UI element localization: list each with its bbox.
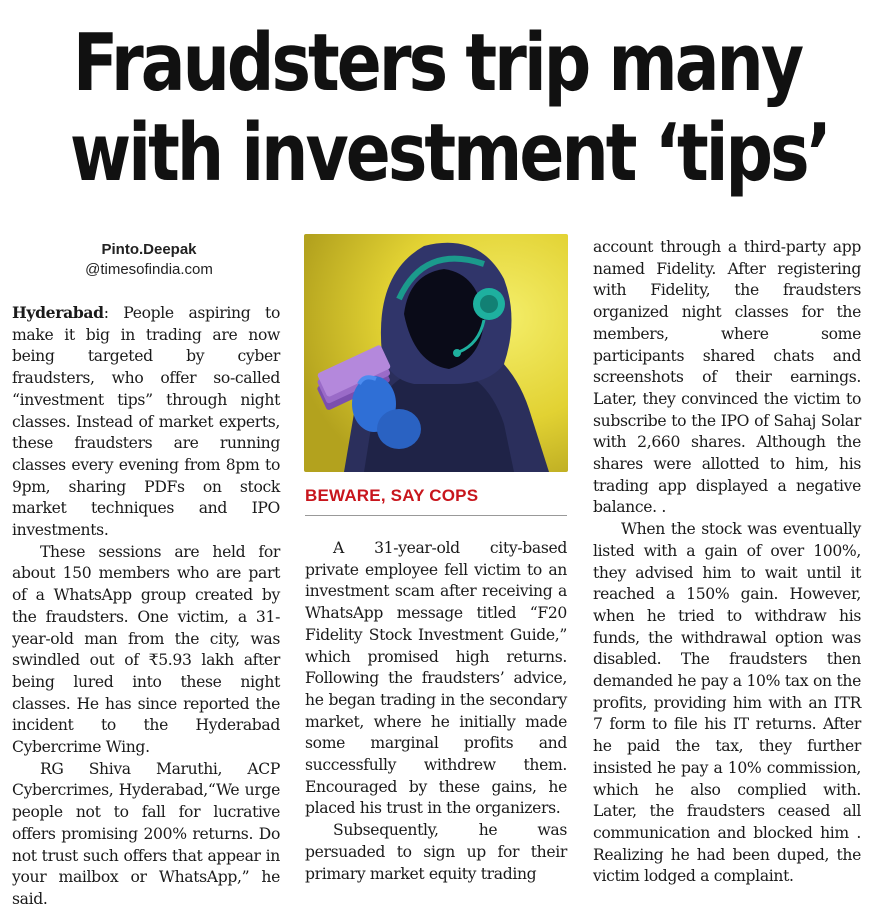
caption-divider: [305, 515, 567, 516]
headline-line-2: with investment ‘tips’: [69, 107, 829, 199]
photo-caption: BEWARE, SAY COPS: [305, 486, 479, 505]
headline-line-1: Fraudsters trip many: [72, 17, 802, 109]
paragraph-4: A 31-year-old city-based private employee fell victim to an investment scam after receiving a WhatsApp message titled “F20 Fidelity Stock Investment Guide,” which promised high returns. Following the fraudsters’ advice, he began trading in the secondary market, where he initially made some marginal profits and successfully withdrew them. Encouraged by these gains, he placed his trust in the organizers.: [305, 539, 567, 818]
paragraph-3: RG Shiva Maruthi, ACP Cybercrimes, Hyderabad,“We urge people not to fall for lucrative offers promising 200% returns. Do not trust such offers that appear in your mailbox or WhatsApp,” he said.: [12, 759, 280, 908]
headline: [69, 17, 829, 199]
hooded-hacker-illustration-icon: [304, 234, 568, 472]
paragraph-5-part-2: account through a third-party app named Fidelity. After registering with Fidelity, the fraudsters organized night classes for the members, where some participants shared chats and screenshots of their earnings. Later, they convinced the victim to subscribe to the IPO of Sahaj Solar with 2,660 shares. Although the shares were allotted to him, his trading app displayed a negative balance. .: [593, 238, 861, 517]
paragraph-1-text: : People aspiring to make it big in trading are now being targeted by cyber fraudsters, who offer so-called “investment tips” through night classes. Instead of market experts, these fraudsters are running classes every evening from 8pm to 9pm, sharing PDFs on stock market techniques and IPO investments.: [12, 304, 280, 540]
dateline: Hyderabad: [12, 303, 104, 322]
article-column-1: [12, 302, 280, 911]
byline-handle: @timesofindia.com: [85, 261, 213, 278]
paragraph-5-part-1: Subsequently, he was persuaded to sign up for their primary market equity trading: [305, 821, 567, 883]
hacker-photo: [304, 234, 568, 472]
byline-author: Pinto.Deepak: [101, 241, 197, 258]
paragraph-2: These sessions are held for about 150 members who are part of a WhatsApp group created by the fraudsters. One victim, a 31-year-old man from the city, was swindled out of ₹5.93 lakh after being lured into these night classes. He has since reported the incident to the Hyderabad Cybercrime Wing.: [12, 542, 280, 757]
paragraph-6: When the stock was eventually listed with a gain of over 100%, they advised him to wait until it reached a 150% gain. However, when he tried to withdraw his funds, the withdrawal option was disabled. The fraudsters then demanded he pay a 10% tax on the profits, providing him with an ITR 7 form to file his IT returns. After he paid the tax, they further insisted he pay a 10% commission, which he also complied with. Later, the fraudsters ceased all communication and blocked him . Realizing he had been duped, the victim lodged a complaint.: [593, 520, 861, 886]
article-column-2: [305, 538, 567, 885]
article-column-3: [593, 237, 861, 888]
paragraph-1: [12, 302, 280, 542]
byline: [0, 240, 298, 280]
